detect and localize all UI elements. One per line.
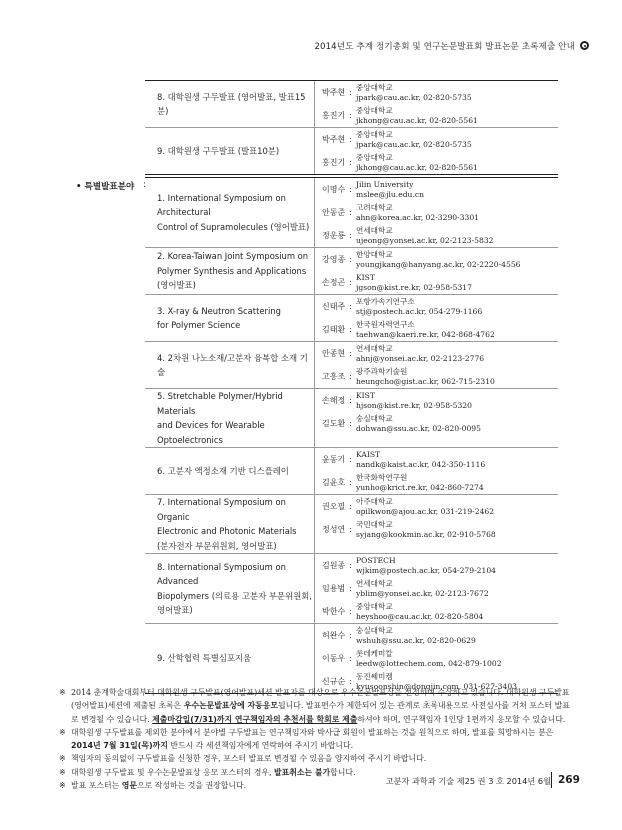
organizer-colon: : — [349, 607, 352, 616]
note-text: 책임자의 동의없이 구두발표를 신청한 경우, 포스터 발표로 변경될 수 있음을 양지하여 주시기 바랍니다. — [71, 754, 427, 764]
organizer-affiliation: 연세대학교 — [356, 578, 393, 588]
organizer-entry — [322, 201, 558, 224]
session-topic-line: Biopolymers (의료용 고분자 부문위원회, — [157, 590, 312, 601]
organizer-affiliation: 중앙대학교 — [356, 129, 393, 139]
organizer-entry — [322, 471, 558, 494]
session-row — [145, 248, 558, 295]
journal-footer: 고분자 과학과 기술 제25 권 3 호 2014년 6월 — [385, 776, 551, 786]
organizer-email-phone: ujeong@yonsei.ac.kr, 02-2123-5832 — [356, 235, 494, 245]
session-topic-line: 7. International Symposium on Organic — [157, 497, 286, 522]
organizer-affiliation: 중앙대학교 — [356, 105, 393, 115]
note-item — [59, 686, 574, 726]
organizer-entry — [322, 151, 558, 174]
note-mark: ※ — [59, 754, 66, 764]
organizer-name: 정운룡 — [322, 231, 346, 240]
organizer-colon: : — [349, 561, 352, 570]
session-organizers — [315, 624, 558, 693]
organizer-affiliation: KIST — [356, 390, 375, 400]
session-topic-line: for Polymer Science — [157, 320, 241, 330]
session-organizers — [315, 178, 558, 247]
organizer-colon: : — [349, 255, 352, 264]
organizer-email-phone: ahnj@yonsei.ac.kr, 02-2123-2776 — [356, 353, 485, 363]
organizer-entry — [322, 271, 558, 294]
organizer-email-phone: hjson@kist.re.kr, 02-958-5320 — [356, 400, 472, 410]
organizer-entry — [322, 104, 558, 127]
session-topic-line: Optoelectronics — [157, 434, 223, 445]
session-topic-line: Electronic and Photonic Materials — [157, 526, 297, 536]
session-topic-line: 9. 산학협력 특별심포지움 — [157, 653, 252, 664]
session-topic-line: 8. International Symposium on Advanced — [157, 561, 286, 586]
organizer-affiliation: 연세대학교 — [356, 343, 393, 353]
organizer-affiliation: 숭실대학교 — [356, 413, 393, 423]
organizer-contact — [356, 250, 521, 270]
organizer-contact — [356, 602, 483, 622]
organizer-email-phone: jpark@cau.ac.kr, 02-820-5735 — [356, 92, 472, 102]
organizer-affiliation: 포항가속기연구소 — [356, 296, 415, 306]
organizer-name: 손해정 — [322, 396, 346, 405]
special-session-colon: : — [143, 180, 146, 190]
session-row — [145, 128, 558, 174]
session-organizers — [315, 342, 558, 388]
organizer-affiliation: Jilin University — [356, 179, 414, 189]
organizer-affiliation: 동진쎄미켐 — [356, 671, 393, 681]
organizer-email-phone: yunho@krict.re.kr, 042-860-7274 — [356, 482, 484, 492]
organizer-name: 이동우 — [322, 654, 346, 663]
organizer-affiliation: 중앙대학교 — [356, 152, 393, 162]
organizer-email-phone: wshuh@ssu.ac.kr, 02-820-0629 — [356, 635, 476, 645]
organizer-affiliation: 숭실대학교 — [356, 625, 393, 635]
organizer-contact — [356, 153, 478, 173]
organizer-email-phone: jpark@cau.ac.kr, 02-820-5735 — [356, 139, 472, 149]
organizer-email-phone: opilkwon@ajou.ac.kr, 031-219-2462 — [356, 506, 495, 516]
special-session-table — [145, 177, 558, 694]
organizer-colon: : — [349, 302, 352, 311]
organizer-colon: : — [349, 502, 352, 511]
organizer-contact — [356, 106, 478, 126]
organizer-entry — [322, 178, 558, 201]
organizer-affiliation: 롯데케미칼 — [356, 648, 393, 658]
organizer-name: 윤동기 — [322, 455, 346, 464]
session-topic — [145, 248, 315, 294]
organizer-name: 박한수 — [322, 607, 346, 616]
organizer-entry — [322, 412, 558, 435]
organizer-contact — [356, 450, 485, 470]
organizer-entry — [322, 224, 558, 247]
organizer-contact — [356, 297, 482, 317]
note-text: 발표 포스터는 영문으로 작성하는 것을 권장합니다. — [71, 781, 247, 791]
session-topic — [145, 295, 315, 341]
note-text: 대학원생 구두발표를 제외한 분야에서 분야별 구두발표는 연구책임자와 박사급 회원이 발표하는 것을 원칙으로 하며, 발표를 희망하시는 분은 2014년 7월 31일(목)까지 반드시 각 세션책임자에게 연락하여 주시기 바랍니다. — [71, 727, 554, 751]
session-topic-line: Polymer Synthesis and Applications — [157, 265, 307, 276]
organizer-entry — [322, 318, 558, 341]
note-item — [59, 726, 574, 753]
note-mark: ※ — [59, 727, 66, 737]
organizer-entry — [322, 81, 558, 104]
organizer-colon: : — [349, 677, 352, 686]
organizer-entry — [322, 248, 558, 271]
organizer-colon: : — [349, 455, 352, 464]
organizer-contact — [356, 520, 496, 540]
organizer-colon: : — [349, 135, 352, 144]
organizer-colon: : — [349, 631, 352, 640]
session-topic-line: 5. Stretchable Polymer/Hybrid Materials — [157, 391, 283, 416]
organizer-contact — [356, 391, 472, 411]
session-topic: 8. 대학원생 구두발표 (영어발표, 발표15분) — [145, 81, 315, 127]
organizer-name: 박주현 — [322, 88, 346, 97]
organizer-contact — [356, 473, 484, 493]
organizer-entry — [322, 600, 558, 623]
session-row — [145, 624, 558, 693]
organizer-email-phone: taehwan@kaeri.re.kr, 042-868-4762 — [356, 329, 495, 339]
organizer-email-phone: heungcho@gist.ac.kr, 062-715-2310 — [356, 376, 495, 386]
organizer-entry — [322, 647, 558, 670]
organizer-entry — [322, 554, 558, 577]
session-organizers — [315, 448, 558, 494]
organizer-contact — [356, 414, 481, 434]
session-topic — [145, 448, 315, 494]
session-row — [145, 554, 558, 624]
session-row — [145, 448, 558, 495]
organizer-name: 신규순 — [322, 677, 346, 686]
organizer-email-phone: syjang@kookmin.ac.kr, 02-910-5768 — [356, 529, 496, 539]
organizer-entry — [322, 518, 558, 541]
organizer-name: 홍진기 — [322, 158, 346, 167]
organizer-email-phone: mslee@jlu.edu.cn — [356, 189, 424, 199]
organizer-contact — [356, 130, 472, 150]
organizer-colon: : — [349, 185, 352, 194]
session-row — [145, 178, 558, 248]
organizer-contact — [356, 344, 484, 364]
organizer-name: 안동준 — [322, 208, 346, 217]
organizer-colon: : — [349, 396, 352, 405]
organizer-affiliation: 한양대학교 — [356, 249, 393, 259]
session-organizers — [315, 295, 558, 341]
organizer-name: 김원종 — [322, 561, 346, 570]
note-mark: ※ — [59, 781, 66, 791]
session-organizers — [315, 81, 558, 127]
organizer-entry — [322, 342, 558, 365]
organizer-email-phone: yblim@yonsei.ac.kr, 02-2123-7672 — [356, 588, 489, 598]
session-topic — [145, 624, 315, 693]
session-topic: 9. 대학원생 구두발표 (발표10분) — [145, 128, 315, 174]
note-item — [59, 752, 574, 765]
organizer-name: 강영종 — [322, 255, 346, 264]
organizer-email-phone: heyshoo@cau.ac.kr, 02-820-5804 — [356, 611, 484, 621]
organizer-name: 홍진기 — [322, 111, 346, 120]
session-topic-line: 2. Korea-Taiwan Joint Symposium on — [157, 251, 309, 262]
note-mark: ※ — [59, 688, 66, 697]
session-topic-line: 6. 고분자 액정소재 기반 디스플레이 — [157, 465, 289, 476]
organizer-colon: : — [349, 208, 352, 217]
organizer-affiliation: 중앙대학교 — [356, 82, 393, 92]
organizer-colon: : — [349, 525, 352, 534]
organizer-email-phone: ahn@korea.ac.kr, 02-3290-3301 — [356, 212, 480, 222]
organizer-contact — [356, 273, 472, 293]
organizer-contact — [356, 226, 494, 246]
session-topic — [145, 342, 315, 388]
organizer-contact — [356, 203, 479, 223]
organizer-email-phone: youngjkang@hanyang.ac.kr, 02-2220-4556 — [356, 259, 521, 269]
organizer-name: 신태주 — [322, 302, 346, 311]
organizer-email-phone: nandk@kaist.ac.kr, 042-350-1116 — [356, 459, 486, 469]
organizer-name: 정성연 — [322, 525, 346, 534]
organizer-entry — [322, 389, 558, 412]
organizer-contact — [356, 497, 494, 517]
organizer-colon: : — [349, 158, 352, 167]
organizer-name: 안종현 — [322, 349, 346, 358]
note-text: 2014 춘계학술대회부터 대학원생 구두발표(영어발표)세션 발표자를 대상으로 우수논문발표상을 선정하여 수상하고 있습니다. 대학원생 구두발표(영어발표)세션에 제출된 초록은 우수논문발표상에 자동응모됩니다. 발표편수가 제한되어 있는 관계로 초록내용으로 사전심사를 거쳐 포스터 발표로 변경될 수 있습니다. 제출마감일(7/31)까지 연구책임자의 추천서를 학회로 제출하셔야 하며, 연구책임자 1인당 1편까지 응모할 수 있습니다. — [71, 688, 570, 724]
note-mark: ※ — [59, 767, 66, 777]
organizer-email-phone: jkhong@cau.ac.kr, 02-820-5561 — [356, 115, 478, 125]
session-topic-line: 1. International Symposium on Architectural — [157, 192, 286, 218]
organizer-affiliation: 광주과학기술원 — [356, 366, 408, 376]
organizer-email-phone: leedw@lottechem.com, 042-879-1002 — [356, 658, 502, 668]
note-text: 대학원생 구두발표 및 우수논문발표상 응모 포스터의 경우, 발표취소는 불가합니다. — [71, 767, 356, 777]
organizer-colon: : — [349, 349, 352, 358]
session-organizers — [315, 128, 558, 174]
running-header — [0, 40, 589, 52]
organizer-colon: : — [349, 231, 352, 240]
organizer-contact — [356, 320, 495, 340]
session-topic — [145, 178, 315, 247]
organizer-colon: : — [349, 325, 352, 334]
organizer-affiliation: 고려대학교 — [356, 202, 393, 212]
session-organizers — [315, 495, 558, 553]
special-session-label: • 특별발표분야 — [76, 182, 135, 192]
organizer-colon: : — [349, 111, 352, 120]
organizer-name: 이명수 — [322, 185, 346, 194]
session-topic-line: Control of Supramolecules (영어발표) — [157, 221, 310, 232]
organizer-name: 김도환 — [322, 419, 346, 428]
session-row — [145, 495, 558, 554]
organizer-affiliation: POSTECH — [356, 555, 396, 565]
organizer-email-phone: kyusoonshin@dongjin.com, 031-627-3403 — [356, 681, 517, 691]
oral-session-table — [145, 80, 558, 175]
session-topic-line: and Devices for Wearable — [157, 420, 265, 430]
organizer-colon: : — [349, 584, 352, 593]
session-topic — [145, 389, 315, 447]
organizer-affiliation: 한국원자력연구소 — [356, 319, 415, 329]
session-topic-line: 3. X-ray & Neutron Scattering — [157, 305, 281, 316]
footer-divider — [551, 772, 552, 788]
organizer-contact — [356, 83, 472, 103]
organizer-entry — [322, 295, 558, 318]
session-row — [145, 81, 558, 128]
organizer-entry — [322, 577, 558, 600]
organizer-name: 임용범 — [322, 584, 346, 593]
organizer-name: 박주현 — [322, 135, 346, 144]
organizer-contact — [356, 649, 502, 669]
organizer-colon: : — [349, 278, 352, 287]
organizer-colon: : — [349, 88, 352, 97]
organizer-name: 고흥조 — [322, 372, 346, 381]
session-topic — [145, 554, 315, 623]
organizer-colon: : — [349, 419, 352, 428]
session-topic-line: 영어발표) — [157, 605, 193, 615]
organizer-name: 김태환 — [322, 325, 346, 334]
organizer-contact — [356, 180, 424, 200]
organizer-affiliation: 국민대학교 — [356, 519, 393, 529]
organizer-affiliation: 한국화학연구원 — [356, 472, 408, 482]
session-row — [145, 389, 558, 448]
organizer-affiliation: KAIST — [356, 449, 381, 459]
organizer-contact — [356, 367, 495, 387]
organizer-contact — [356, 579, 489, 599]
organizer-email-phone: jgson@kist.re.kr, 02-958-5317 — [356, 282, 472, 292]
session-organizers — [315, 248, 558, 294]
organizer-entry — [322, 448, 558, 471]
organizer-entry — [322, 624, 558, 647]
organizer-contact — [356, 626, 476, 646]
organizer-affiliation: 아주대학교 — [356, 496, 393, 506]
organizer-affiliation: 중앙대학교 — [356, 601, 393, 611]
page-number: 269 — [558, 774, 580, 786]
organizer-colon: : — [349, 372, 352, 381]
session-organizers — [315, 389, 558, 447]
organizer-name: 권오필 — [322, 502, 346, 511]
session-organizers — [315, 554, 558, 623]
circle-bullet-icon — [580, 41, 589, 50]
organizer-email-phone: wjkim@postech.ac.kr, 054-279-2104 — [356, 565, 496, 575]
session-row — [145, 342, 558, 389]
organizer-entry — [322, 495, 558, 518]
session-topic-line: 4. 2차원 나노소재/고분자 융복합 소재 기술 — [157, 352, 308, 377]
running-header-title: 2014년도 추계 정기총회 및 연구논문발표회 발표논문 초록제출 안내 — [314, 42, 575, 52]
organizer-colon: : — [349, 654, 352, 663]
session-topic-line: (분자전자 부문위원회, 영어발표) — [157, 540, 277, 551]
session-topic-line: (영어발표) — [157, 280, 196, 291]
organizer-colon: : — [349, 478, 352, 487]
organizer-email-phone: jkhong@cau.ac.kr, 02-820-5561 — [356, 162, 478, 172]
organizer-affiliation: KIST — [356, 272, 375, 282]
session-row — [145, 295, 558, 342]
organizer-affiliation: 연세대학교 — [356, 225, 393, 235]
organizer-name: 손정곤 — [322, 278, 346, 287]
organizer-name: 김윤호 — [322, 478, 346, 487]
organizer-name: 허완수 — [322, 631, 346, 640]
organizer-contact — [356, 556, 496, 576]
organizer-entry — [322, 365, 558, 388]
session-topic — [145, 495, 315, 553]
organizer-email-phone: dohwan@ssu.ac.kr, 02-820-0095 — [356, 423, 481, 433]
organizer-email-phone: stj@postech.ac.kr, 054-279-1166 — [356, 306, 483, 316]
organizer-entry — [322, 128, 558, 151]
